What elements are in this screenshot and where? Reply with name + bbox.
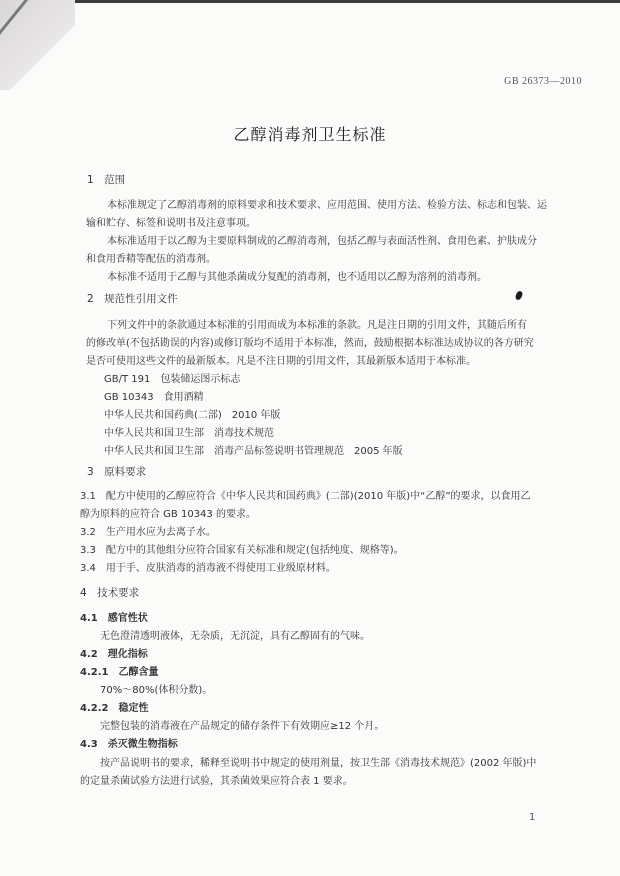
clause-3-2: 3.2 生产用水应为去离子水。	[80, 527, 216, 538]
reference-item: 中华人民共和国卫生部 消毒技术规范	[104, 428, 274, 439]
section-2-heading: 2 规范性引用文件	[87, 293, 178, 305]
document-title: 乙醇消毒剂卫生标准	[233, 125, 387, 144]
clause-4-1-text: 无色澄清透明液体，无杂质，无沉淀，具有乙醇固有的气味。	[100, 631, 370, 642]
section-3-heading: 3 原料要求	[87, 466, 147, 478]
clause-4-1: 4.1 感官性状	[80, 613, 148, 624]
paragraph: 是否可使用这些文件的最新版本。凡是不注日期的引用文件，其最新版本适用于本标准。	[86, 356, 476, 367]
scan-edge	[0, 0, 620, 3]
section-1-heading: 1 范围	[87, 174, 126, 186]
standard-number: GB 26373—2010	[504, 76, 582, 87]
paragraph: 本标准规定了乙醇消毒剂的原料要求和技术要求、应用范围、使用方法、检验方法、标志和包装、运	[107, 200, 547, 211]
clause-3-1-cont: 醇为原料的应符合 GB 10343 的要求。	[80, 509, 256, 520]
clause-4-3-text: 按产品说明书的要求，稀释至说明书中规定的使用剂量，按卫生部《消毒技术规范》(2002 年版)中	[100, 758, 537, 769]
reference-item: GB 10343 食用酒精	[104, 392, 204, 403]
reference-item: GB/T 191 包装储运图示标志	[104, 374, 241, 385]
reference-item: 中华人民共和国药典(二部) 2010 年版	[104, 410, 281, 421]
clause-4-2: 4.2 理化指标	[80, 649, 148, 660]
scan-speck	[515, 290, 524, 301]
page-number: 1	[529, 812, 536, 823]
clause-4-2-1: 4.2.1 乙醇含量	[80, 667, 159, 678]
clause-4-3-text-cont: 的定量杀菌试验方法进行试验，其杀菌效果应符合表 1 要求。	[80, 776, 353, 787]
paragraph: 本标准不适用于乙醇与其他杀菌成分复配的消毒剂，也不适用以乙醇为溶剂的消毒剂。	[107, 272, 487, 283]
folded-corner	[0, 0, 75, 90]
clause-4-2-1-text: 70%～80%(体积分数)。	[100, 685, 213, 696]
clause-4-3: 4.3 杀灭微生物指标	[80, 739, 178, 750]
reference-item: 中华人民共和国卫生部 消毒产品标签说明书管理规范 2005 年版	[104, 446, 403, 457]
paragraph: 下列文件中的条款通过本标准的引用而成为本标准的条款。凡是注日期的引用文件，其随后所有	[107, 320, 527, 331]
paragraph: 和食用香精等配伍的消毒剂。	[86, 254, 216, 265]
clause-3-3: 3.3 配方中的其他组分应符合国家有关标准和规定(包括纯度、规格等)。	[80, 545, 404, 556]
section-4-heading: 4 技术要求	[80, 587, 140, 599]
clause-3-1: 3.1 配方中使用的乙醇应符合《中华人民共和国药典》(二部)(2010 年版)中“乙醇”的要求，以食用乙	[80, 491, 531, 502]
clause-3-4: 3.4 用于手、皮肤消毒的消毒液不得使用工业级原材料。	[80, 563, 336, 574]
paragraph: 的修改单(不包括勘误的内容)或修订版均不适用于本标准，然而，鼓励根据本标准达成协议的各方研究	[86, 338, 534, 349]
clause-4-2-2-text: 完整包装的消毒液在产品规定的储存条件下有效期应≥12 个月。	[100, 721, 385, 732]
paragraph: 本标准适用于以乙醇为主要原料制成的乙醇消毒剂，包括乙醇与表面活性剂、食用色素、护肤成分	[107, 236, 537, 247]
clause-4-2-2: 4.2.2 稳定性	[80, 703, 149, 714]
paragraph: 输和贮存、标签和说明书及注意事项。	[86, 218, 256, 229]
